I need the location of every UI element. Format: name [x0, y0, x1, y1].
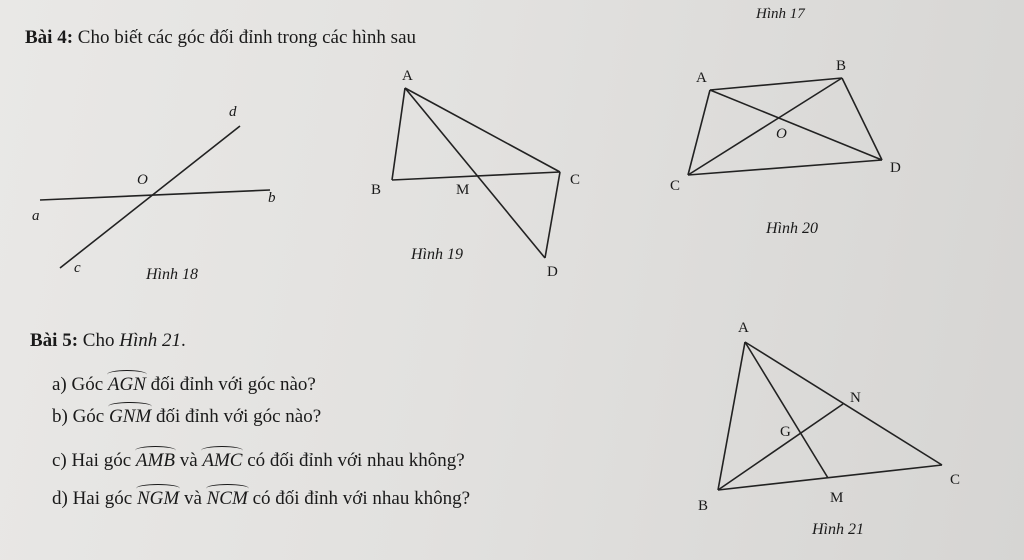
- segment-ab: [710, 78, 842, 90]
- figure-21-caption: Hình 21: [812, 521, 864, 538]
- angle-gnm: GNM: [109, 402, 151, 428]
- segment-ab: [392, 88, 405, 180]
- question-a-pre: Góc: [71, 374, 104, 395]
- question-b-marker: b): [52, 406, 68, 427]
- question-c-post: có đối đỉnh với nhau không?: [247, 450, 465, 471]
- fig19-label-a: A: [402, 68, 413, 84]
- segment-ac: [688, 90, 710, 175]
- question-c-marker: c): [52, 450, 67, 471]
- line-a-b: [40, 190, 270, 200]
- segment-bc: [718, 465, 942, 490]
- median-am: [745, 342, 828, 478]
- question-b-post: đối đỉnh với góc nào?: [155, 406, 322, 427]
- fig21-label-a: A: [738, 320, 749, 336]
- segment-ac: [745, 342, 942, 465]
- line-c-d: [60, 126, 240, 268]
- figure-18: [40, 126, 270, 268]
- figure-20-caption: Hình 20: [766, 220, 818, 237]
- angle-agn: AGN: [108, 370, 146, 396]
- segment-cd: [545, 172, 560, 258]
- fig19-label-d: D: [547, 264, 558, 280]
- question-d-marker: d): [52, 488, 68, 509]
- question-d-pre: Hai góc: [72, 488, 133, 509]
- fig18-label-a: a: [32, 208, 40, 224]
- question-b: [52, 402, 321, 428]
- fig18-label-c: c: [74, 260, 81, 276]
- fig20-label-c: C: [670, 178, 681, 194]
- diagonal-bc: [688, 78, 842, 175]
- exercise-5-heading: [30, 330, 186, 352]
- figure-19: [392, 88, 560, 258]
- fig20-label-a: A: [696, 70, 707, 86]
- segment-ac: [405, 88, 560, 172]
- exercise-5-label: Bài 5:: [30, 330, 79, 351]
- question-c: [52, 446, 465, 472]
- fig19-label-m: M: [456, 182, 470, 198]
- diagonal-ad: [710, 90, 882, 160]
- figure-21: [718, 342, 942, 490]
- question-a: [52, 370, 316, 396]
- fig21-label-m: M: [830, 490, 844, 506]
- fig21-label-b: B: [698, 498, 709, 514]
- exercise-4-text: Cho biết các góc đối đỉnh trong các hình sau: [77, 27, 416, 48]
- fig21-label-c: C: [950, 472, 961, 488]
- median-bn: [718, 404, 843, 490]
- angle-ngm: NGM: [137, 484, 179, 510]
- fig20-label-d: D: [890, 160, 901, 176]
- question-a-post: đối đỉnh với góc nào?: [150, 374, 316, 395]
- fig20-label-b: B: [836, 58, 847, 74]
- exercise-4-label: Bài 4:: [25, 27, 74, 48]
- exercise-5-intro-post: .: [180, 330, 186, 351]
- fig21-label-g: G: [780, 424, 791, 440]
- exercise-5-intro-pre: Cho: [82, 330, 115, 351]
- segment-cd: [688, 160, 882, 175]
- question-c-mid: và: [179, 450, 198, 471]
- figure-19-caption: Hình 19: [411, 246, 463, 263]
- angle-amc: AMC: [202, 446, 242, 472]
- question-d: [52, 484, 470, 510]
- fig18-label-o: O: [137, 172, 148, 188]
- angle-ncm: NCM: [207, 484, 248, 510]
- segment-ab: [718, 342, 745, 490]
- question-d-mid: và: [183, 488, 202, 509]
- figure-17-label: Hình 17: [756, 6, 805, 22]
- fig21-label-n: N: [850, 390, 861, 406]
- question-d-post: có đối đỉnh với nhau không?: [252, 488, 470, 509]
- question-a-marker: a): [52, 374, 67, 395]
- fig18-label-d: d: [229, 104, 237, 120]
- figure-18-caption: Hình 18: [146, 266, 198, 283]
- question-c-pre: Hai góc: [71, 450, 132, 471]
- fig20-label-o: O: [776, 126, 787, 142]
- exercise-5-figure-ref: Hình 21: [119, 330, 181, 351]
- segment-bd: [842, 78, 882, 160]
- angle-amb: AMB: [136, 446, 175, 472]
- fig19-label-c: C: [570, 172, 581, 188]
- question-b-pre: Góc: [72, 406, 105, 427]
- fig18-label-b: b: [268, 190, 276, 206]
- fig19-label-b: B: [371, 182, 382, 198]
